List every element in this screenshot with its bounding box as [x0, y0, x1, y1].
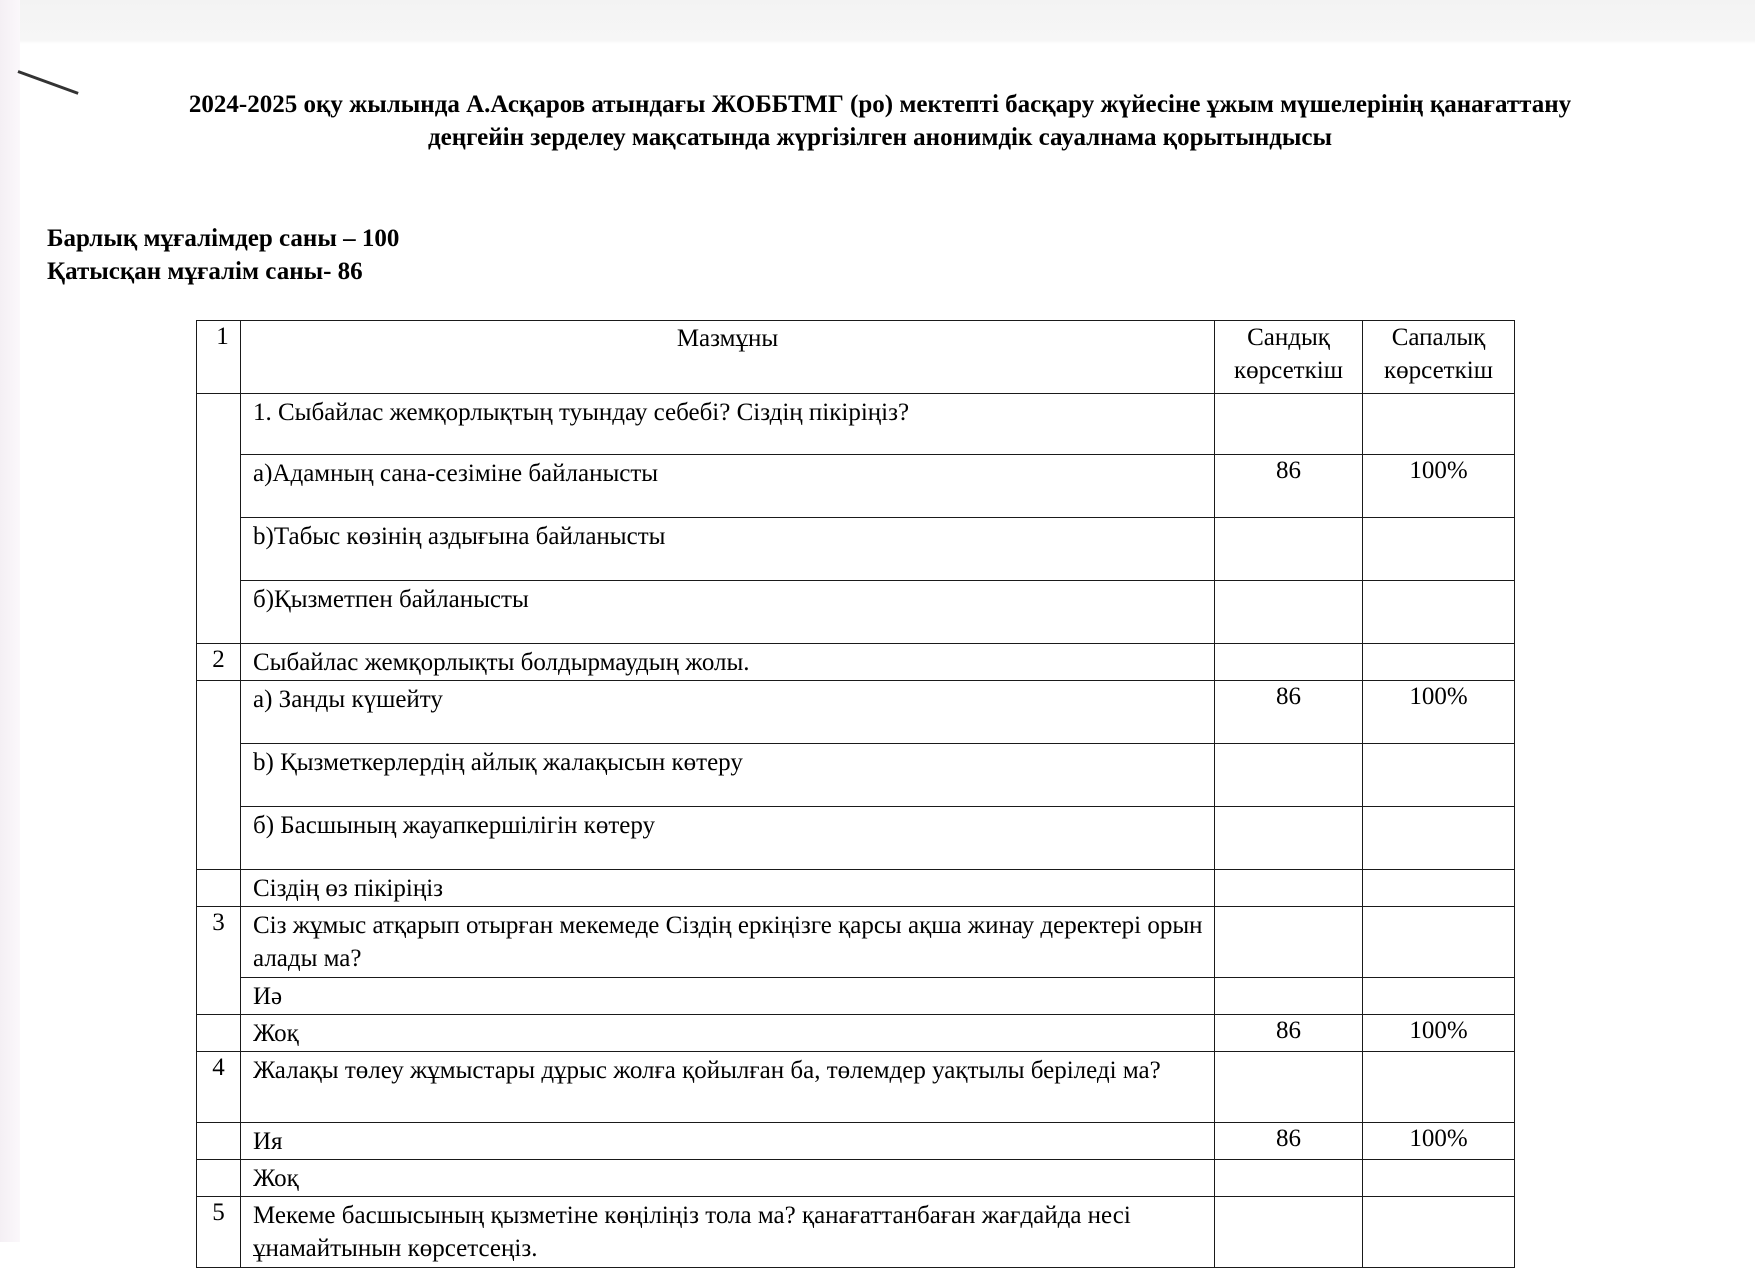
row-quantitative-cell: [1215, 394, 1363, 455]
row-number-cell: [197, 1160, 241, 1197]
row-text-cell: b)Табыс көзінің аздығына байланысты: [241, 518, 1215, 581]
row-quantitative-cell: [1215, 644, 1363, 681]
row-qualitative-cell: 100%: [1363, 1015, 1515, 1052]
row-text-cell: 1. Сыбайлас жемқорлықтың туындау себебі? Сіздің пікіріңіз?: [241, 394, 1215, 455]
row-quantitative-cell: [1215, 744, 1363, 807]
row-qualitative-cell: [1363, 807, 1515, 870]
header-qualitative-cell: [1363, 321, 1515, 394]
table-row: [197, 978, 1515, 1015]
scan-edge-shadow: [0, 0, 20, 1242]
table-row: [197, 1052, 1515, 1123]
row-quantitative-cell: [1215, 581, 1363, 644]
document-title-line1: 2024-2025 оқу жылында А.Асқаров атындағы ЖОББТМГ (ро) мектепті басқару жүйесіне ұжым мүшелерінің қанағаттану: [188, 91, 1572, 118]
row-qualitative-cell: 100%: [1363, 681, 1515, 744]
row-qualitative-cell: [1363, 907, 1515, 978]
participant-teachers-count: Қатысқан мұғалім саны- 86: [47, 258, 363, 285]
row-text-cell: б)Қызметпен байланысты: [241, 581, 1215, 644]
total-teachers-count: Барлық мұғалімдер саны – 100: [47, 225, 400, 252]
row-text-cell: Сыбайлас жемқорлықты болдырмаудың жолы.: [241, 644, 1215, 681]
row-text-cell: а) Занды күшейту: [241, 681, 1215, 744]
survey-summary: [47, 222, 399, 288]
row-quantitative-cell: 86: [1215, 681, 1363, 744]
row-number-cell: [197, 1123, 241, 1160]
row-qualitative-cell: [1363, 518, 1515, 581]
row-quantitative-cell: [1215, 870, 1363, 907]
table-row: [197, 744, 1515, 807]
table-row: [197, 455, 1515, 518]
table-row: [197, 1160, 1515, 1197]
table-row: [197, 1015, 1515, 1052]
row-quantitative-cell: [1215, 807, 1363, 870]
table-row: [197, 1123, 1515, 1160]
row-number-cell: 3: [197, 907, 241, 1015]
row-qualitative-cell: [1363, 744, 1515, 807]
row-text-cell: b) Қызметкерлердің айлық жалақысын көтеру: [241, 744, 1215, 807]
table-row: [197, 681, 1515, 744]
header-quantitative-line2: көрсеткіш: [1234, 357, 1343, 384]
row-text-cell: а)Адамның сана-сезіміне байланысты: [241, 455, 1215, 518]
document-title: [30, 88, 1730, 154]
header-quantitative-line1: Сандық: [1247, 324, 1330, 351]
row-qualitative-cell: 100%: [1363, 1123, 1515, 1160]
row-qualitative-cell: [1363, 1160, 1515, 1197]
row-number-cell: 4: [197, 1052, 241, 1123]
row-number-cell: [197, 394, 241, 644]
document-title-line2: деңгейін зерделеу мақсатында жүргізілген анонимдік сауалнама қорытындысы: [427, 124, 1333, 151]
header-num-cell: 1: [197, 321, 241, 394]
row-text-cell: Жоқ: [241, 1160, 1215, 1197]
row-text-cell: Иә: [241, 978, 1215, 1015]
table-row: [197, 644, 1515, 681]
row-qualitative-cell: [1363, 1197, 1515, 1268]
row-qualitative-cell: 100%: [1363, 455, 1515, 518]
row-text-cell: б) Басшының жауапкершілігін көтеру: [241, 807, 1215, 870]
row-text-cell: Мекеме басшысының қызметіне көңіліңіз тола ма? қанағаттанбаған жағдайда несі ұнамайтынын көрсетсеңіз.: [241, 1197, 1215, 1268]
row-number-cell: 5: [197, 1197, 241, 1268]
row-quantitative-cell: [1215, 907, 1363, 978]
table-row: [197, 807, 1515, 870]
survey-results-table: [196, 320, 1515, 1268]
row-qualitative-cell: [1363, 394, 1515, 455]
row-number-cell: [197, 681, 241, 870]
table-row: [197, 581, 1515, 644]
row-text-cell: Ия: [241, 1123, 1215, 1160]
table-row: [197, 907, 1515, 978]
row-number-cell: 2: [197, 644, 241, 681]
row-qualitative-cell: [1363, 1052, 1515, 1123]
row-text-cell: Жоқ: [241, 1015, 1215, 1052]
row-qualitative-cell: [1363, 581, 1515, 644]
row-text-cell: Сіздің өз пікіріңіз: [241, 870, 1215, 907]
row-quantitative-cell: [1215, 978, 1363, 1015]
header-qualitative-line2: көрсеткіш: [1384, 357, 1493, 384]
row-text-cell: Сіз жұмыс атқарып отырған мекемеде Сіздің еркіңізге қарсы ақша жинау деректері орын алады ма?: [241, 907, 1215, 978]
row-number-cell: [197, 1015, 241, 1052]
header-content-cell: Мазмұны: [241, 321, 1215, 394]
row-quantitative-cell: [1215, 1160, 1363, 1197]
row-qualitative-cell: [1363, 644, 1515, 681]
row-quantitative-cell: [1215, 518, 1363, 581]
table-row: [197, 870, 1515, 907]
row-quantitative-cell: 86: [1215, 1015, 1363, 1052]
row-number-cell: [197, 870, 241, 907]
row-quantitative-cell: 86: [1215, 1123, 1363, 1160]
row-quantitative-cell: 86: [1215, 455, 1363, 518]
header-quantitative-cell: [1215, 321, 1363, 394]
row-qualitative-cell: [1363, 978, 1515, 1015]
row-text-cell: Жалақы төлеу жұмыстары дұрыс жолға қойылған ба, төлемдер уақтылы беріледі ма?: [241, 1052, 1215, 1123]
table-row: [197, 518, 1515, 581]
row-quantitative-cell: [1215, 1197, 1363, 1268]
header-qualitative-line1: Сапалық: [1391, 324, 1486, 351]
row-qualitative-cell: [1363, 870, 1515, 907]
table-row: [197, 1197, 1515, 1268]
table-row: [197, 394, 1515, 455]
table-header-row: [197, 321, 1515, 394]
row-quantitative-cell: [1215, 1052, 1363, 1123]
